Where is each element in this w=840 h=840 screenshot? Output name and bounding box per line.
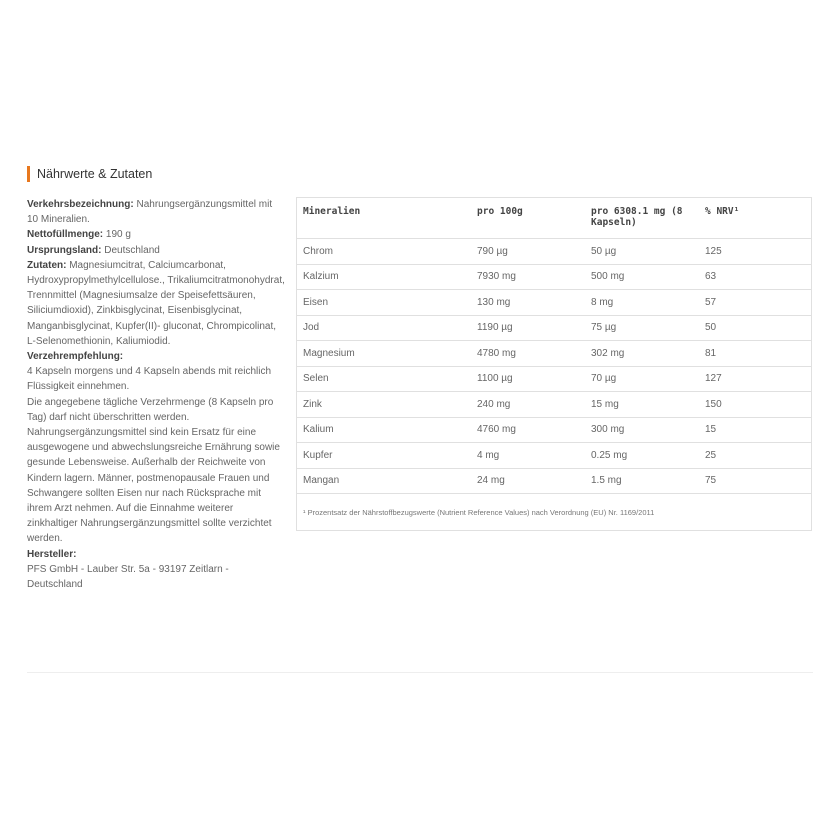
- verkehrsbezeichnung-value: Nahrungsergänzungsmittel mit 10 Mineralien.: [27, 199, 273, 226]
- hersteller-label: Hersteller:: [27, 548, 77, 560]
- value-nrv: 50: [699, 315, 811, 341]
- ursprungsland-label: Ursprungsland:: [27, 244, 102, 256]
- value-per-dose: 75 µg: [585, 315, 699, 341]
- nettofuellmenge: [27, 227, 285, 242]
- value-per-dose: 500 mg: [585, 264, 699, 290]
- table-header-row: [297, 198, 811, 239]
- value-per-dose: 8 mg: [585, 290, 699, 316]
- table-footnote: ¹ Prozentsatz der Nährstoffbezugswerte (Nutrient Reference Values) nach Verordnung (EU) Nr. 1169/2011: [303, 507, 655, 517]
- verzehrempfehlung-text: 4 Kapseln morgens und 4 Kapseln abends mit reichlich Flüssigkeit einnehmen.: [27, 366, 272, 393]
- hersteller-value: PFS GmbH - Lauber Str. 5a - 93197 Zeitlarn - Deutschland: [27, 563, 229, 591]
- table-row: [297, 392, 811, 418]
- value-per-dose: 0.25 mg: [585, 443, 699, 469]
- value-per-dose: 50 µg: [585, 239, 699, 265]
- table-row: [297, 417, 811, 443]
- value-nrv: 75: [699, 468, 811, 494]
- table-row: [297, 468, 811, 494]
- mineral-name: Mangan: [297, 468, 471, 494]
- value-per-dose: 300 mg: [585, 417, 699, 443]
- table-row: [297, 290, 811, 316]
- mineral-name: Jod: [297, 315, 471, 341]
- table-row: [297, 341, 811, 367]
- header-mineralien: Mineralien: [297, 198, 471, 239]
- value-nrv: 57: [699, 290, 811, 316]
- mineral-name: Kalium: [297, 417, 471, 443]
- value-per-100g: 4 mg: [471, 443, 585, 469]
- product-info: [27, 197, 285, 592]
- value-per-dose: 15 mg: [585, 392, 699, 418]
- value-per-dose: 1.5 mg: [585, 468, 699, 494]
- mineral-name: Kalzium: [297, 264, 471, 290]
- value-per-100g: 24 mg: [471, 468, 585, 494]
- table-row: [297, 315, 811, 341]
- value-per-dose: 70 µg: [585, 366, 699, 392]
- value-nrv: 150: [699, 392, 811, 418]
- mineral-name: Kupfer: [297, 443, 471, 469]
- value-per-100g: 240 mg: [471, 392, 585, 418]
- table-row: [297, 366, 811, 392]
- zutaten-value: Magnesiumcitrat, Calciumcarbonat, Hydroxypropylmethylcellulose., Trikaliumcitratmonohydrat, Trennmittel (Magnesiumsalze der Speisefettsäuren, Siliciumdioxid), Zinkbisglycinat, Eisenbisglycinat, Manganbisglycinat, Kupfer(II)- gluconat, Chrompicolinat, L-Selenomethionin, Kaliumiodid.: [27, 259, 285, 347]
- value-per-100g: 7930 mg: [471, 264, 585, 290]
- value-per-100g: 1100 µg: [471, 366, 585, 392]
- value-per-100g: 790 µg: [471, 239, 585, 265]
- section-title: Nährwerte & Zutaten: [27, 166, 152, 182]
- verkehrsbezeichnung-label: Verkehrsbezeichnung:: [27, 199, 134, 210]
- header-pro-dose: pro 6308.1 mg (8 Kapseln): [585, 198, 699, 239]
- zutaten: [27, 258, 285, 349]
- value-nrv: 81: [699, 341, 811, 367]
- value-per-100g: 130 mg: [471, 290, 585, 316]
- ursprungsland: [27, 243, 285, 258]
- value-nrv: 125: [699, 239, 811, 265]
- mineral-name: Zink: [297, 392, 471, 418]
- mineral-name: Magnesium: [297, 341, 471, 367]
- zutaten-label: Zutaten:: [27, 259, 67, 271]
- mineral-name: Selen: [297, 366, 471, 392]
- value-nrv: 25: [699, 443, 811, 469]
- nettofuellmenge-value: 190 g: [103, 229, 131, 241]
- verkehrsbezeichnung: [27, 197, 285, 227]
- value-nrv: 15: [699, 417, 811, 443]
- table-row: [297, 443, 811, 469]
- table-row: [297, 264, 811, 290]
- divider: [27, 672, 813, 673]
- ursprungsland-value: Deutschland: [101, 244, 160, 256]
- value-nrv: 63: [699, 264, 811, 290]
- verzehrempfehlung-label: Verzehrempfehlung:: [27, 351, 124, 363]
- value-per-100g: 4780 mg: [471, 341, 585, 367]
- value-per-dose: 302 mg: [585, 341, 699, 367]
- mineral-name: Eisen: [297, 290, 471, 316]
- table-footnote-row: [297, 494, 811, 531]
- value-per-100g: 4760 mg: [471, 417, 585, 443]
- header-nrv: % NRV¹: [699, 198, 811, 239]
- header-pro-100g: pro 100g: [471, 198, 585, 239]
- table-row: [297, 239, 811, 265]
- minerals-table: [296, 197, 812, 531]
- mineral-name: Chrom: [297, 239, 471, 265]
- warning-text: Die angegebene tägliche Verzehrmenge (8 Kapseln pro Tag) darf nicht überschritten werden. Nahrungsergänzungsmittel sind kein Ersatz für eine ausgewogene und abwechslungsreiche Ernährung sowie gesunde Lebensweise. Außerhalb der Reichweite von Kindern lagern. Männer, postmenopausale Frauen und Schwangere sollten Eisen nur nach Rücksprache mit ihrem Arzt nehmen. Auf die Einnahme weiterer zinkhaltiger Nahrungsergänzungsmittel sollte verzichtet werden.: [27, 396, 280, 545]
- value-nrv: 127: [699, 366, 811, 392]
- nettofuellmenge-label: Nettofüllmenge:: [27, 229, 104, 241]
- value-per-100g: 1190 µg: [471, 315, 585, 341]
